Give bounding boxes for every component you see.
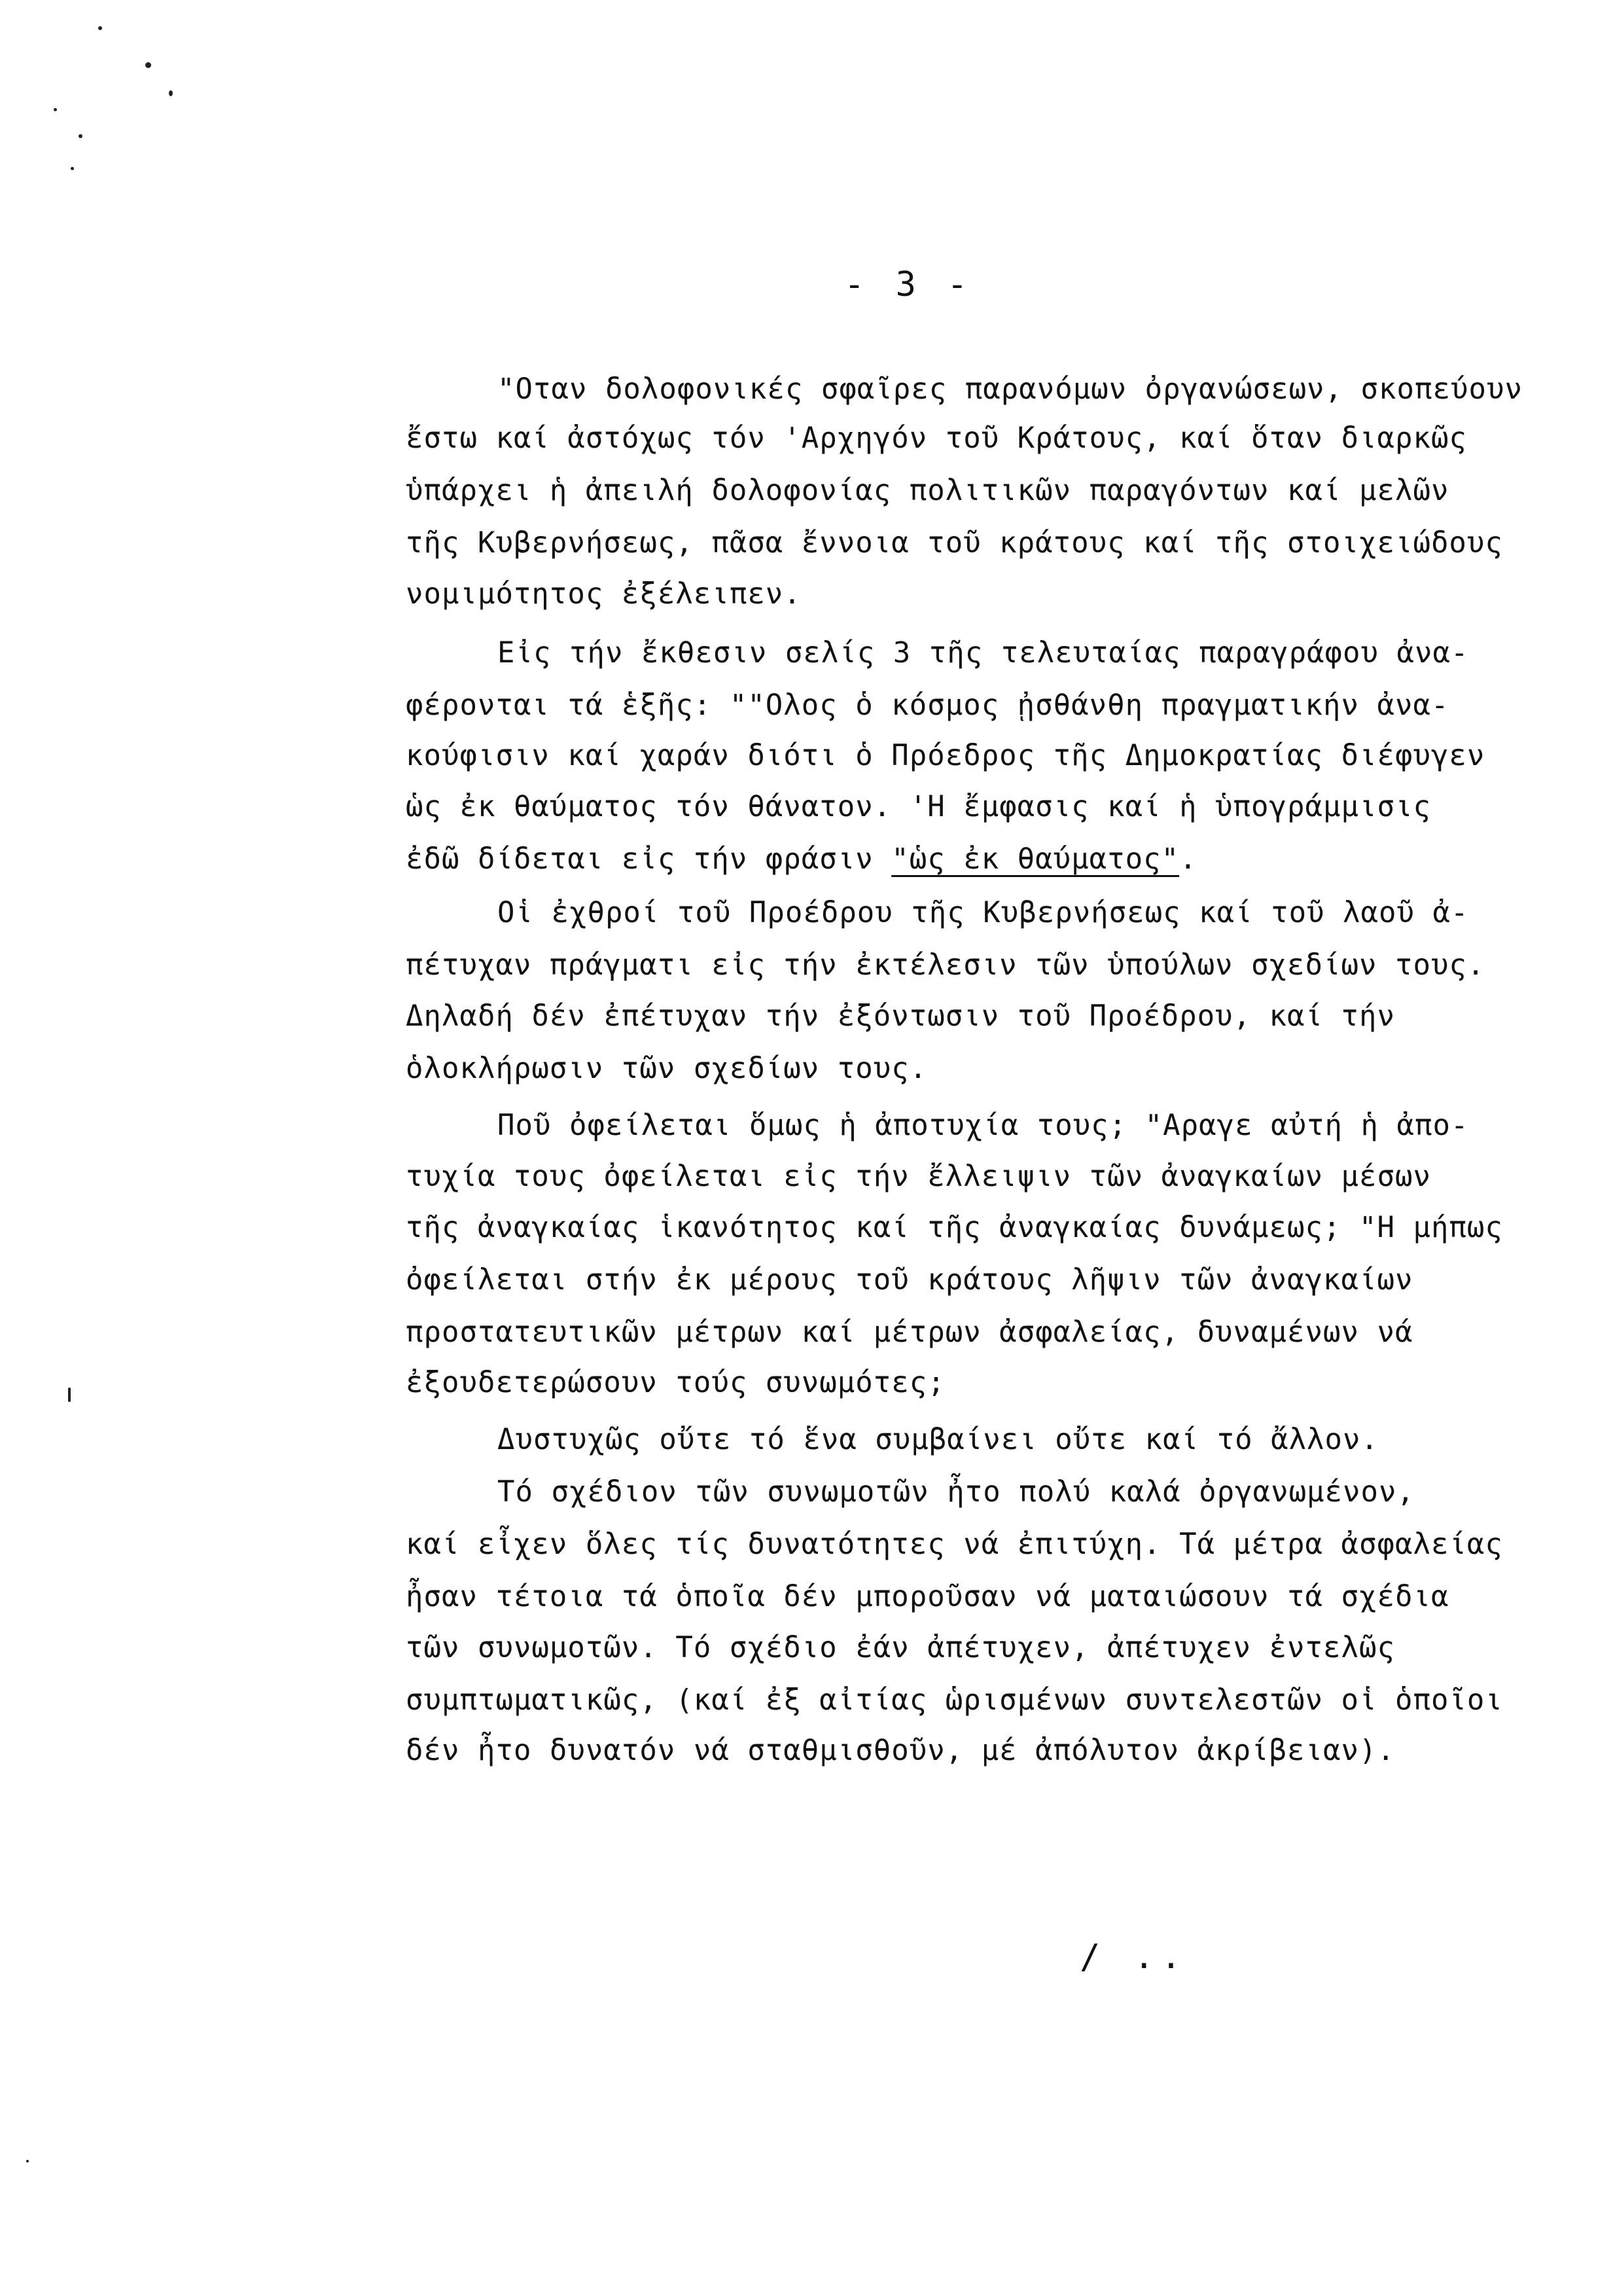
underlined-phrase: "ὡς ἐκ θαύματος" [891, 842, 1180, 876]
scan-speck [54, 108, 57, 111]
scan-speck [68, 1388, 71, 1402]
scan-speck [169, 90, 173, 96]
text-line: φέρονται τά ἑξῆς: ""Ολος ὁ κόσμος ᾐσθάνθη πραγματικήν ἀνα- [406, 689, 1449, 722]
text-line: Τό σχέδιον τῶν συνωμοτῶν ἦτο πολύ καλά ὀργανωμένον, [497, 1475, 1415, 1509]
text-line-part: ἐδῶ δίδεται εἰς τήν φράσιν [406, 842, 892, 876]
scan-speck [79, 134, 82, 138]
text-line: τῆς Κυβερνήσεως, πᾶσα ἔννοια τοῦ κράτους καί τῆς στοιχειώδους [406, 526, 1503, 560]
text-line: Ποῦ ὀφείλεται ὅμως ἡ ἀποτυχία τους; "Αραγε αὐτή ἡ ἀπο- [497, 1109, 1469, 1142]
text-line: ὡς ἐκ θαύματος τόν θάνατον. 'Η ἔμφασις καί ἡ ὑπογράμμισις [406, 790, 1431, 823]
scan-speck [145, 62, 151, 68]
text-line: νομιμότητος ἐξέλειπεν. [406, 577, 802, 611]
text-line: ὀφείλεται στήν ἐκ μέρους τοῦ κράτους λῆψιν τῶν ἀναγκαίων [406, 1263, 1413, 1297]
text-line: συμπτωματικῶς, (καί ἐξ αἰτίας ὡρισμένων συντελεστῶν οἱ ὁποῖοι [406, 1683, 1503, 1717]
text-line: τῶν συνωμοτῶν. Τό σχέδιο ἐάν ἀπέτυχεν, ἀπέτυχεν ἐντελῶς [406, 1631, 1395, 1664]
text-line: ἔστω καί ἀστόχως τόν 'Αρχηγόν τοῦ Κράτους, καί ὅταν διαρκῶς [406, 422, 1467, 455]
text-line: ἦσαν τέτοια τά ὁποῖα δέν μποροῦσαν νά ματαιώσουν τά σχέδια [406, 1580, 1449, 1613]
text-line-part: . [1179, 842, 1197, 876]
text-line: κούφισιν καί χαράν διότι ὁ Πρόεδρος τῆς Δημοκρατίας διέφυγεν [406, 739, 1485, 772]
text-line: ἐξουδετερώσουν τούς συνωμότες; [406, 1366, 946, 1399]
text-line: προστατευτικῶν μέτρων καί μέτρων ἀσφαλείας, δυναμένων νά [406, 1316, 1413, 1349]
scan-speck [26, 2160, 29, 2162]
text-line: πέτυχαν πράγματι εἰς τήν ἐκτέλεσιν τῶν ὑπούλων σχεδίων τους. [406, 948, 1485, 982]
text-line: Εἰς τήν ἔκθεσιν σελίς 3 τῆς τελευταίας παραγράφου ἀνα- [497, 636, 1469, 670]
text-line [406, 840, 1197, 879]
text-line: Οἱ ἐχθροί τοῦ Προέδρου τῆς Κυβερνήσεως καί τοῦ λαοῦ ἀ- [497, 896, 1469, 929]
page-number: - 3 - [844, 265, 973, 304]
continuation-marker: / .. [1080, 1937, 1188, 1977]
text-line: καί εἶχεν ὅλες τίς δυνατότητες νά ἐπιτύχη. Τά μέτρα ἀσφαλείας [406, 1528, 1503, 1561]
text-line: Δυστυχῶς οὔτε τό ἕνα συμβαίνει οὔτε καί τό ἄλλον. [497, 1423, 1379, 1456]
text-line: Δηλαδή δέν ἐπέτυχαν τήν ἐξόντωσιν τοῦ Προέδρου, καί τήν [406, 999, 1395, 1033]
text-line: τῆς ἀναγκαίας ἱκανότητος καί τῆς ἀναγκαίας δυνάμεως; "Η μήπως [406, 1211, 1503, 1244]
text-line: ὑπάρχει ἡ ἀπειλή δολοφονίας πολιτικῶν παραγόντων καί μελῶν [406, 474, 1449, 507]
scan-speck [98, 26, 102, 30]
text-line: τυχία τους ὀφείλεται εἰς τήν ἔλλειψιν τῶν ἀναγκαίων μέσων [406, 1160, 1431, 1193]
scan-speck [71, 167, 74, 170]
text-line: "Οταν δολοφονικές σφαῖρες παρανόμων ὀργανώσεων, σκοπεύουν [497, 372, 1523, 406]
text-line: δέν ἦτο δυνατόν νά σταθμισθοῦν, μέ ἀπόλυτον ἀκρίβειαν). [406, 1734, 1395, 1767]
text-line: ὁλοκλήρωσιν τῶν σχεδίων τους. [406, 1052, 928, 1085]
